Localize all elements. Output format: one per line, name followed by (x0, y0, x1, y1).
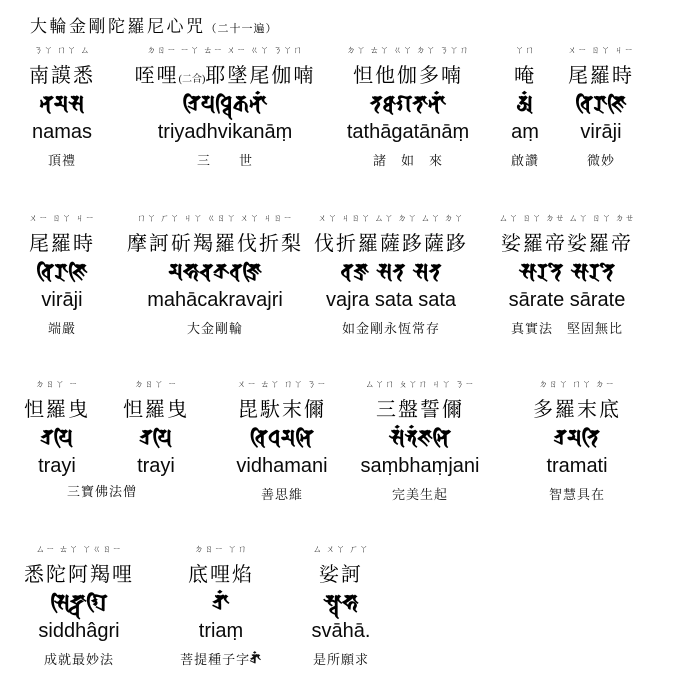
romanization: vidhamani (236, 455, 328, 477)
siddham-script: 𑖪𑖰𑖨𑖯𑖕𑖰 (575, 91, 627, 117)
siddham-script: 𑖪𑖰𑖠𑖦𑖡𑖰 (250, 425, 314, 451)
romanization: tathāgatānāṃ (346, 121, 470, 143)
siddham-script: 𑖝𑖿𑖨𑖧𑖰 (139, 425, 173, 451)
mantra-block (312, 543, 371, 668)
two-syllable-combined-note: (二合) (178, 74, 206, 85)
meaning-gloss: 微妙 (586, 153, 616, 168)
meaning-gloss: 三寶佛法僧 (66, 484, 138, 499)
siddham-script: 𑖝𑖿𑖨𑖰𑖧𑖠𑖿𑖪𑖰𑖎𑖡𑖯𑖽 (182, 91, 268, 117)
romanization: vajra sata sata (325, 289, 457, 311)
mantra-block (346, 44, 469, 169)
romanization: trayi (137, 455, 175, 477)
zhuyin-guide: ㄙㄚ ㄖㄚ ㄉㄝ ㄙㄚ ㄖㄚ ㄉㄝ (498, 213, 636, 223)
meaning-gloss: 善思維 (260, 487, 304, 502)
zhuyin-guide: ㄉㄖㄚ ㄧ (134, 379, 178, 389)
meaning-gloss: 諸 如 來 (372, 153, 444, 168)
siddham-script: 𑖪𑖰𑖨𑖯𑖕𑖰 (36, 259, 88, 285)
mantra-block (533, 378, 621, 503)
zhuyin-guide: ㄋㄚ ㄇㄚ ㄙ (33, 45, 91, 55)
zhuyin-guide: ㄨㄧ ㄖㄚ ㄐㄧ (28, 213, 96, 223)
hanzi-part: 耶墜尾伽喃 (205, 65, 316, 87)
romanization: virāji (580, 121, 622, 143)
zhuyin-guide: ㄚㄇ (514, 45, 536, 55)
zhuyin-guide: ㄉㄖㄧ ㄧㄚ ㄊㄧ ㄨㄧ ㄍㄚ ㄋㄚㄇ (146, 45, 304, 55)
siddham-script: 𑖭𑖽𑖥𑖽𑖕𑖡𑖰 (388, 425, 451, 451)
meaning-gloss: 啟讚 (510, 153, 540, 168)
romanization: tramati (546, 455, 608, 477)
siddham-script: 𑖦𑖮𑖯𑖓𑖎𑖿𑖨𑖪𑖕𑖿𑖨𑖰 (168, 259, 262, 285)
mantra-block (29, 44, 95, 169)
page-title (30, 12, 278, 37)
siddham-script: 𑖭𑖯𑖨𑖝𑖸 𑖭𑖯𑖨𑖝𑖸 (518, 259, 616, 285)
mantra-block (314, 212, 468, 337)
meaning-gloss: 是所願求 (312, 652, 369, 667)
mantra-block (127, 212, 303, 337)
mantra-block (511, 44, 539, 169)
mantra-block (29, 212, 96, 337)
hanzi-transliteration: 摩訶斫羯羅伐折梨 (127, 233, 303, 255)
hanzi-transliteration: 悉陀阿羯哩 (24, 564, 134, 586)
meaning-gloss: 真實法 堅固無比 (510, 321, 624, 336)
page-title-text: 大輪金剛陀羅尼心咒 (30, 17, 206, 36)
hanzi-transliteration: 怛羅曳 (123, 399, 189, 421)
hanzi-transliteration: 三盤誓儞 (375, 399, 464, 421)
siddham-script: 𑖝𑖿𑖨𑖦𑖝𑖰 (554, 425, 600, 451)
meaning-gloss (180, 649, 262, 679)
siddham-script: 𑖪𑖕𑖿𑖨 𑖭𑖝 𑖭𑖝 (340, 259, 442, 285)
hanzi-transliteration: 伐折羅薩跢薩跢 (314, 233, 468, 255)
romanization: virāji (41, 289, 83, 311)
meaning-gloss: 成就最妙法 (43, 652, 114, 667)
hanzi-transliteration: 毘馱末儞 (237, 399, 326, 421)
hanzi-transliteration: 多羅末底 (533, 399, 621, 421)
siddham-script: 𑖝𑖞𑖯𑖐𑖝𑖯𑖡𑖯𑖽 (369, 91, 447, 117)
meaning-gloss: 智慧具在 (548, 487, 605, 502)
meaning-gloss: 完美生起 (391, 487, 449, 502)
hanzi-transliteration (135, 63, 316, 89)
zhuyin-guide: ㄨㄧ ㄖㄚ ㄐㄧ (567, 45, 635, 55)
romanization: sārate sārate (508, 289, 626, 311)
hanzi-transliteration: 怛羅曳 (24, 399, 90, 421)
mantra-block (568, 44, 635, 169)
zhuyin-guide: ㄙㄧ ㄊㄚ ㄚㄍㄖㄧ (35, 544, 123, 554)
zhuyin-guide: ㄙㄚㄇ ㄆㄚㄇ ㄐㄚ ㄋㄧ (365, 379, 475, 389)
meaning-gloss: 三 世 (196, 153, 254, 168)
romanization: saṃbhaṃjani (360, 455, 480, 477)
zhuyin-guide: ㄨㄧ ㄊㄚ ㄇㄚ ㄋㄧ (237, 379, 327, 389)
romanization: triyadhvikanāṃ (157, 121, 293, 143)
zhuyin-guide: ㄇㄚ ㄏㄚ ㄐㄚ ㄍㄖㄚ ㄨㄚ ㄐㄖㄧ (136, 213, 294, 223)
romanization: mahācakravajri (147, 289, 283, 311)
romanization: aṃ (511, 121, 539, 143)
siddham-script: 𑖭𑖿𑖪𑖯𑖮𑖯 (323, 590, 359, 616)
romanization: siddhâgri (38, 620, 120, 642)
zhuyin-guide: ㄙ ㄨㄚ ㄏㄚ (312, 544, 370, 554)
hanzi-transliteration: 娑羅帝娑羅帝 (500, 233, 633, 255)
hanzi-transliteration: 怛他伽多喃 (352, 65, 463, 87)
zhuyin-guide: ㄨㄚ ㄐㄖㄚ ㄙㄚ ㄉㄚ ㄙㄚ ㄉㄚ (317, 213, 465, 223)
hanzi-transliteration: 尾羅時 (567, 65, 634, 87)
siddham-script: 𑖀𑖽 (516, 91, 534, 117)
mantra-block (361, 378, 480, 503)
hanzi-transliteration: 南謨悉 (29, 65, 95, 87)
mantra-block (135, 44, 316, 169)
romanization: namas (31, 121, 93, 143)
meaning-text: 菩提種子字 (180, 652, 251, 667)
romanization: trayi (38, 455, 76, 477)
mantra-block (123, 378, 189, 479)
meaning-gloss: 頂禮 (47, 153, 76, 168)
hanzi-transliteration: 尾羅時 (28, 233, 95, 255)
zhuyin-guide: ㄉㄚ ㄊㄚ ㄍㄚ ㄉㄚ ㄋㄚㄇ (346, 45, 470, 55)
meaning-gloss: 端嚴 (47, 321, 77, 336)
hanzi-transliteration: 底哩焰 (188, 564, 254, 586)
siddham-script: 𑖭𑖰𑖟𑖿𑖠𑖯𑖐𑖿𑖨𑖰 (50, 590, 108, 616)
mantra-block (236, 378, 327, 503)
romanization: svāhā. (311, 620, 371, 642)
hanzi-transliteration: 唵 (513, 65, 536, 87)
zhuyin-guide: ㄉㄖㄚ ㄇㄚ ㄉㄧ (538, 379, 616, 389)
seed-syllable-glyph: 𑖝𑖿𑖨𑖯𑖽 (250, 652, 262, 668)
meaning-gloss: 如金剛永恆常存 (341, 321, 440, 336)
siddham-script: 𑖝𑖿𑖨𑖯𑖽 (212, 590, 230, 616)
romanization: triaṃ (198, 620, 244, 642)
zhuyin-guide: ㄉㄖㄧ ㄚㄇ (194, 544, 248, 554)
mantra-block (180, 543, 262, 679)
mantra-block (24, 378, 90, 479)
meaning-gloss: 大金剛輪 (186, 321, 243, 336)
shared-gloss-block (67, 481, 137, 500)
siddham-script: 𑖡𑖦𑖭 (39, 91, 85, 117)
hanzi-transliteration: 娑訶 (319, 564, 363, 586)
mantra-block (499, 212, 635, 337)
title-repetition-note: （二十一遍） (205, 23, 278, 35)
hanzi-part: 咥哩 (134, 65, 179, 87)
siddham-script: 𑖝𑖿𑖨𑖧𑖰 (40, 425, 74, 451)
zhuyin-guide: ㄉㄖㄚ ㄧ (35, 379, 79, 389)
mantra-block (24, 543, 134, 668)
